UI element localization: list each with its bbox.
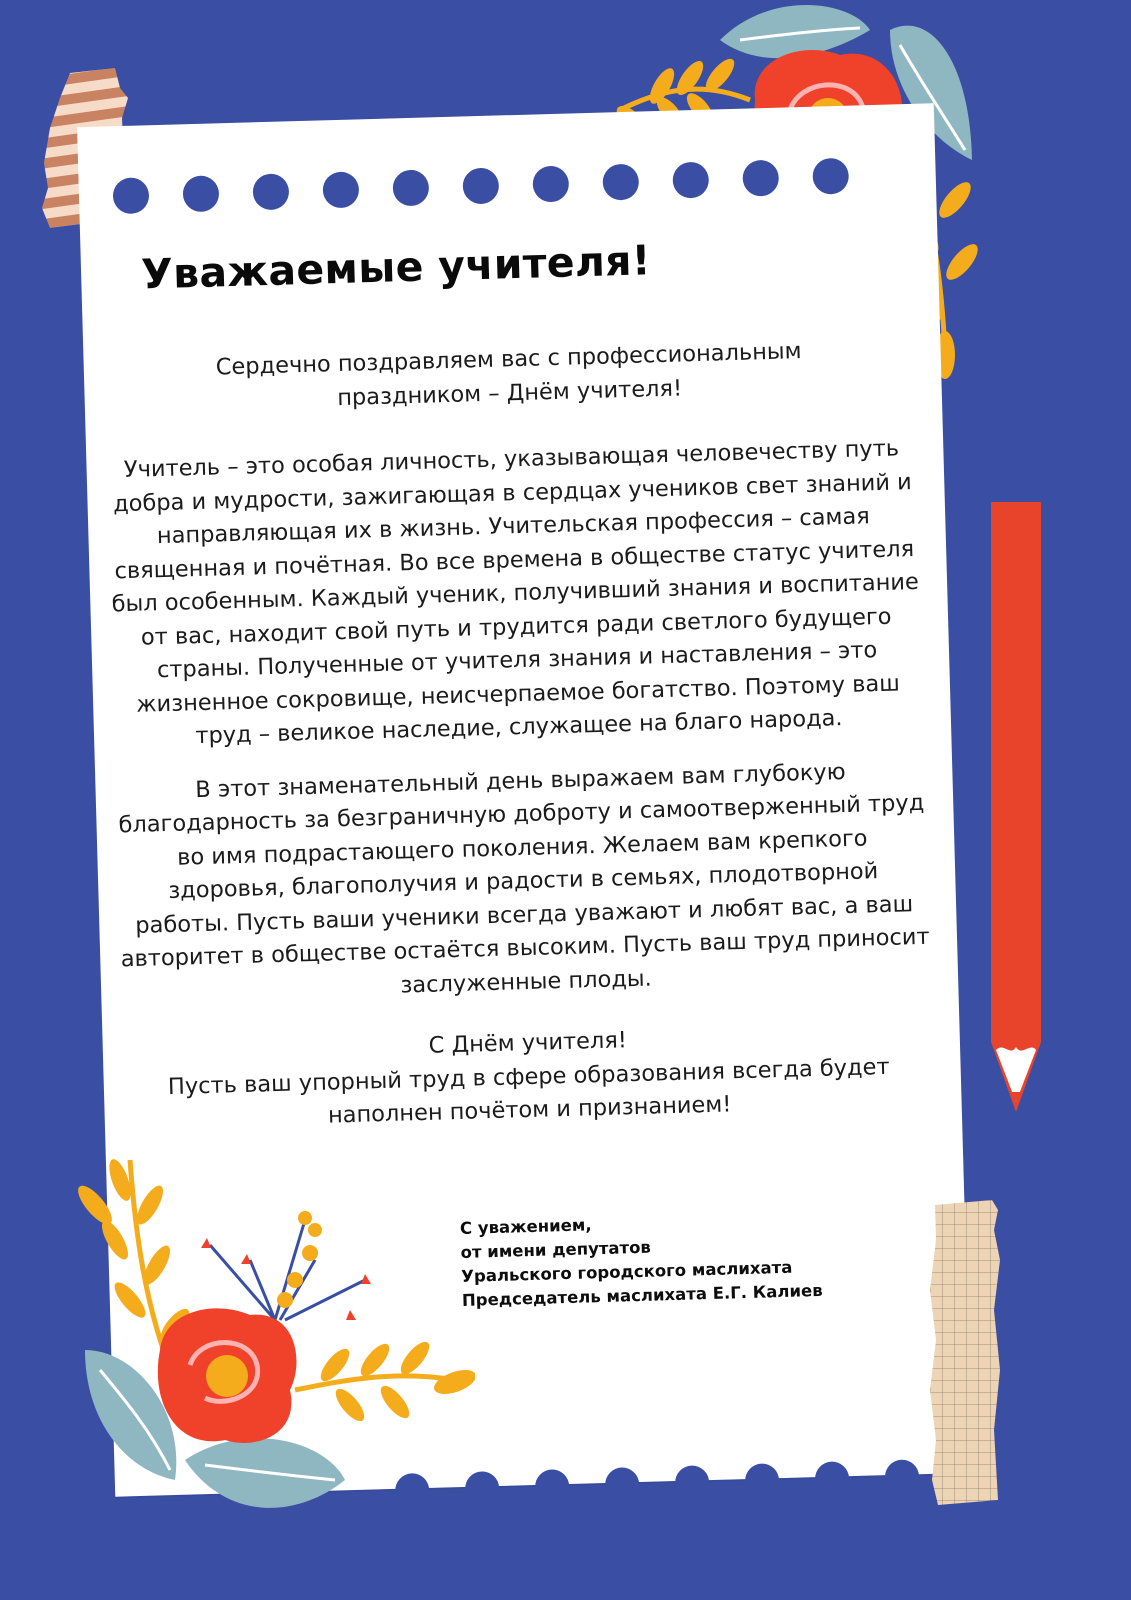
signature-line-3: Уральского городского маслихата xyxy=(461,1257,793,1286)
signature-line-2: от имени депутатов xyxy=(460,1237,652,1262)
body-paragraph-1: Учитель – это особая личность, указывающая человечеству путь добра и мудрости, зажигающая в сердцах учеников свет знаний и направляющая их в жизнь. Учительская профессия – самая священная и почётная. Во все времена в обществе статус учителя был особенным. Каждый ученик, получивший знания и воспитание от вас, находит свой путь и трудится ради светлого будущего страны. Полученные от учителя знания и наставления – это жизненное сокровище, неисчерпаемое богатство. Поэтому ваш труд – великое наследие, служащее на благо народа. xyxy=(111,435,920,750)
signature-line-4: Председатель маслихата Е.Г. Калиев xyxy=(461,1280,823,1310)
intro-paragraph: Сердечно поздравляем вас с профессиональным праздником – Днём учителя! xyxy=(215,338,802,411)
signature-block xyxy=(460,1205,903,1313)
flower-bottom-left xyxy=(75,1150,475,1530)
closing-wish: Пусть ваш упорный труд в сфере образования всегда будет наполнен почётом и признанием! xyxy=(167,1053,890,1129)
grid-paper-scrap xyxy=(930,1200,1000,1505)
punch-holes-top xyxy=(78,155,936,215)
closing-greeting: С Днём учителя! xyxy=(428,1027,628,1059)
letter-body xyxy=(103,332,935,1139)
signature-line-1: С уважением, xyxy=(459,1215,592,1238)
red-pencil-icon xyxy=(988,502,1044,1142)
letter-title: Уважаемые учителя! xyxy=(140,236,652,299)
body-paragraph-2: В этот знаменательный день выражаем вам глубокую благодарность за безграничную доброту и самоотверженный труд во имя подрастающего поколения. Желаем вам крепкого здоровья, благополучия и радости в семьях, плодотворной работы. Пусть ваши ученики всегда уважают и любят вас, а ваш авторитет в обществе остаётся высоким. Пусть ваш труд приносит заслуженные плоды. xyxy=(118,758,930,999)
